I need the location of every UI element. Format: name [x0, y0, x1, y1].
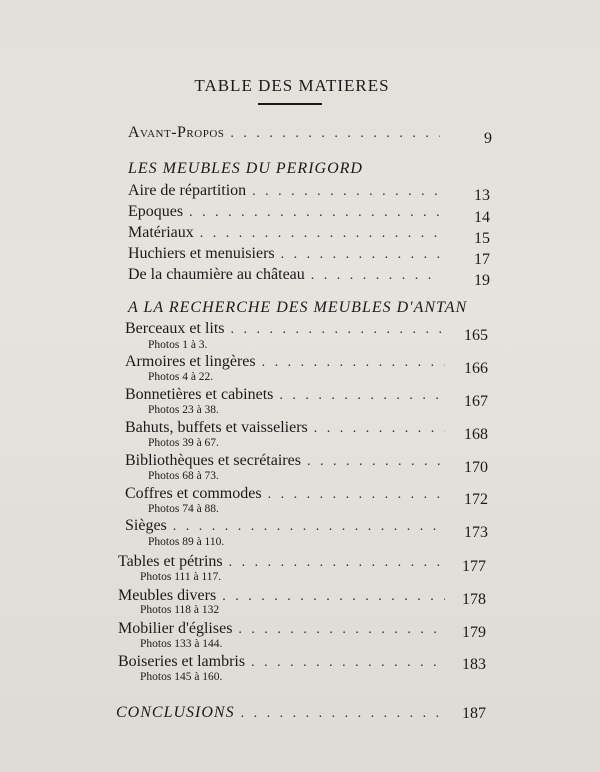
photo-range: Photos 111 à 117.	[140, 571, 222, 583]
toc-entry-avant-propos[interactable]	[128, 124, 440, 146]
dot-leader	[230, 126, 440, 142]
dot-leader	[279, 388, 445, 404]
dot-leader	[251, 655, 445, 671]
dot-leader	[200, 226, 440, 242]
toc-page-number: 178	[462, 591, 486, 608]
toc-page-number: 177	[462, 558, 486, 575]
section-heading-perigord: LES MEUBLES DU PERIGORD	[128, 160, 363, 177]
photo-range: Photos 118 à 132	[140, 604, 220, 616]
dot-leader	[238, 622, 445, 638]
toc-page-number: 15	[474, 230, 490, 247]
page-title: TABLE DES MATIERES	[194, 76, 390, 95]
toc-entry-label: Matériaux	[128, 224, 194, 241]
toc-page-number: 17	[474, 251, 490, 268]
toc-entry[interactable]	[128, 266, 440, 288]
dot-leader	[314, 421, 445, 437]
toc-page-number: 168	[464, 426, 488, 443]
toc-entry-label: CONCLUSIONS	[116, 704, 235, 721]
toc-page-number: 167	[464, 393, 488, 410]
dot-leader	[252, 184, 440, 200]
toc-page-number: 166	[464, 360, 488, 377]
toc-entry-label: Bahuts, buffets et vaisseliers	[125, 419, 308, 436]
toc-entry-label: Mobilier d'églises	[118, 620, 233, 637]
dot-leader	[231, 322, 445, 338]
toc-page-number: 172	[464, 491, 488, 508]
toc-entry-label: De la chaumière au château	[128, 266, 305, 283]
toc-entry-label: Boiseries et lambris	[118, 653, 246, 670]
toc-entry-label: Berceaux et lits	[125, 320, 225, 337]
dot-leader	[307, 454, 445, 470]
toc-page-number: 19	[474, 272, 490, 289]
photo-range: Photos 39 à 67.	[148, 437, 219, 449]
photo-range: Photos 1 à 3.	[148, 339, 208, 351]
toc-entry-label: Bonnetières et cabinets	[125, 386, 274, 403]
dot-leader	[262, 355, 445, 371]
photo-range: Photos 133 à 144.	[140, 638, 223, 650]
toc-entry-label: Epoques	[128, 203, 184, 220]
toc-page-number: 173	[464, 524, 488, 541]
toc-entry[interactable]	[128, 245, 440, 267]
toc-entry-conclusions[interactable]	[116, 704, 445, 726]
title-underline	[258, 103, 322, 105]
toc-entry-label: Meubles divers	[118, 587, 217, 604]
dot-leader	[281, 247, 440, 263]
toc-page-number: 187	[462, 705, 486, 722]
dot-leader	[222, 589, 445, 605]
dot-leader	[268, 487, 445, 503]
dot-leader	[173, 519, 445, 535]
dot-leader	[189, 205, 440, 221]
toc-entry[interactable]	[128, 224, 440, 246]
photo-range: Photos 145 à 160.	[140, 671, 223, 683]
toc-page-number: 9	[484, 130, 492, 147]
toc-entry-label: Coffres et commodes	[125, 485, 262, 502]
toc-entry-label: Huchiers et menuisiers	[128, 245, 275, 262]
toc-page-number: 170	[464, 459, 488, 476]
toc-entry-label: Armoires et lingères	[125, 353, 256, 370]
toc-entry-label: Tables et pétrins	[118, 553, 223, 570]
photo-range: Photos 74 à 88.	[148, 503, 219, 515]
dot-leader	[229, 555, 445, 571]
toc-page-number: 179	[462, 624, 486, 641]
toc-entry[interactable]	[128, 182, 440, 204]
toc-entry-label: Avant-Propos	[128, 124, 225, 141]
photo-range: Photos 68 à 73.	[148, 470, 219, 482]
dot-leader	[311, 268, 440, 284]
dot-leader	[241, 706, 445, 722]
section-heading-recherche: A LA RECHERCHE DES MEUBLES D'ANTAN	[128, 299, 468, 316]
photo-range: Photos 4 à 22.	[148, 371, 214, 383]
toc-page-number: 165	[464, 327, 488, 344]
toc-entry[interactable]	[128, 203, 440, 225]
toc-entry-label: Sièges	[125, 517, 167, 534]
toc-page-number: 183	[462, 656, 486, 673]
toc-page-number: 14	[474, 209, 490, 226]
photo-range: Photos 23 à 38.	[148, 404, 219, 416]
toc-entry-label: Aire de répartition	[128, 182, 247, 199]
photo-range: Photos 89 à 110.	[148, 536, 225, 548]
toc-page-number: 13	[474, 187, 490, 204]
toc-entry-label: Bibliothèques et secrétaires	[125, 452, 301, 469]
